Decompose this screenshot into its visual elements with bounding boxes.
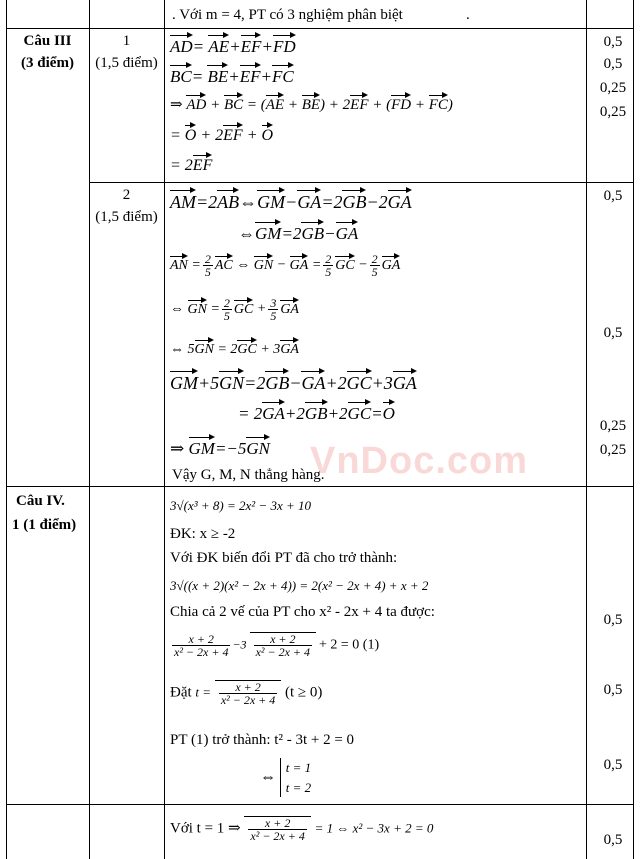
score-2a: 0,5: [603, 188, 623, 204]
cau3-part1-points: (1,5 điểm): [95, 55, 158, 71]
cau4-system: ⇔ t = 1 t = 2: [260, 758, 311, 797]
cau4-eq2: 3√((x + 2)(x² − 2x + 4)) = 2(x² − 2x + 4) + x + 2: [170, 578, 429, 593]
eq-sum: ⇒ AD + BC = (AE + BE) + 2EF + (FD + FC): [170, 97, 453, 113]
cau4-label: Câu IV.: [16, 493, 65, 509]
top-row-text: . Với m = 4, PT có 3 nghiệm phân biệt: [172, 7, 403, 23]
cau4-transform: Với ĐK biến đổi PT đã cho trở thành:: [170, 550, 398, 566]
cau3-part2-num: 2: [122, 187, 131, 203]
eq-ad: AD= AE+EF+FD: [170, 37, 296, 56]
cau4-set-t-label: Đặt: [170, 684, 192, 701]
cau3-part1-num: 1: [122, 33, 131, 49]
watermark: VnDoc.com: [310, 440, 529, 482]
score-4b: 0,5: [603, 682, 623, 698]
row-divider-4: [6, 804, 634, 805]
score-4a: 0,5: [603, 612, 623, 628]
eq-am: AM=2AB⇔GM−GA=2GB−2GA: [170, 192, 412, 212]
table-border-left: [6, 0, 7, 859]
last-row-tail: = 1 ⇔ x² − 3x + 2 = 0: [314, 820, 434, 836]
score-1a: 0,5: [603, 34, 623, 50]
cau4-sub: 1 (1 điểm): [12, 517, 77, 533]
table-border-col2: [164, 0, 165, 859]
eq-an: AN = $\frac{2}{5}$ AC ⇔ GN − GA = $\frac{2}{5}$ GC − $\frac{2}{5}$ GA: [170, 252, 401, 279]
cau4-eq: 3√(x³ + 8) = 2x² − 3x + 10: [170, 498, 311, 513]
score-2b: 0,5: [603, 325, 623, 341]
cau4-set-t: Đặt t = $\frac{x + 2}{\text{x² − 2x + 4}}$ (t ≥ 0): [170, 680, 323, 707]
cau3-label: Câu III: [23, 33, 72, 49]
eq-gm: ⇔GM=2GB−GA: [238, 224, 359, 243]
score-4c: 0,5: [603, 757, 623, 773]
eq-bc: BC= BE+EF+FC: [170, 67, 294, 86]
score-1c: 0,25: [599, 80, 627, 96]
top-row-dot: .: [466, 7, 470, 23]
cau4-eq3: $\frac{x + 2}{\text{x² − 2x + 4}}$ −3 $\frac{x + 2}{\text{x² − 2x + 4}}$ + 2 = 0 (1): [174, 632, 380, 659]
cau3-points: (3 điểm): [21, 55, 74, 71]
eq-result: = 2EF: [170, 157, 213, 174]
eq-gm-final: ⇒ GM=−5GN: [170, 439, 271, 458]
score-1b: 0,5: [603, 56, 623, 72]
cau4-pt1: PT (1) trở thành: t² - 3t + 2 = 0: [170, 732, 355, 748]
cau4-eq3-tail: + 2 = 0 (1): [319, 637, 380, 653]
cau4-divide: Chia cả 2 vế của PT cho x² - 2x + 4 ta được:: [170, 604, 435, 620]
eq-zero: = O + 2EF + O: [170, 127, 274, 144]
eq-sum-zero: = 2GA+2GB+2GC=O: [238, 404, 395, 423]
cau3-part2-points: (1,5 điểm): [95, 209, 158, 225]
eq-gm5gn: GM+5GN=2GB−GA+2GC+3GA: [170, 373, 417, 393]
score-2c: 0,25: [599, 418, 627, 434]
score-2d: 0,25: [599, 442, 627, 458]
row-divider-1: [6, 28, 634, 29]
table-border-col1: [89, 0, 90, 859]
eq-gn: ⇔ GN = $\frac{2}{5}$ GC + $\frac{3}{5}$ GA: [170, 296, 299, 323]
score-1d: 0,25: [599, 104, 627, 120]
eq-5gn: ⇔ 5GN = 2GC + 3GA: [170, 342, 299, 357]
last-row: Với t = 1 ⇒ $\frac{x + 2}{\text{x² − 2x + 4}}$ = 1 ⇔ x² − 3x + 2 = 0: [170, 816, 434, 843]
cau4-t2: t = 2: [285, 779, 312, 795]
cau4-t-cond: (t ≥ 0): [285, 684, 323, 701]
row-divider-3: [6, 486, 634, 487]
cau4-dk: ĐK: x ≥ -2: [170, 526, 236, 542]
last-row-text: Với t = 1 ⇒: [170, 820, 241, 837]
conclusion: Vậy G, M, N thẳng hàng.: [172, 467, 325, 483]
score-last: 0,5: [603, 832, 623, 848]
row-divider-2: [89, 182, 634, 183]
cau4-t1: t = 1: [285, 760, 312, 775]
